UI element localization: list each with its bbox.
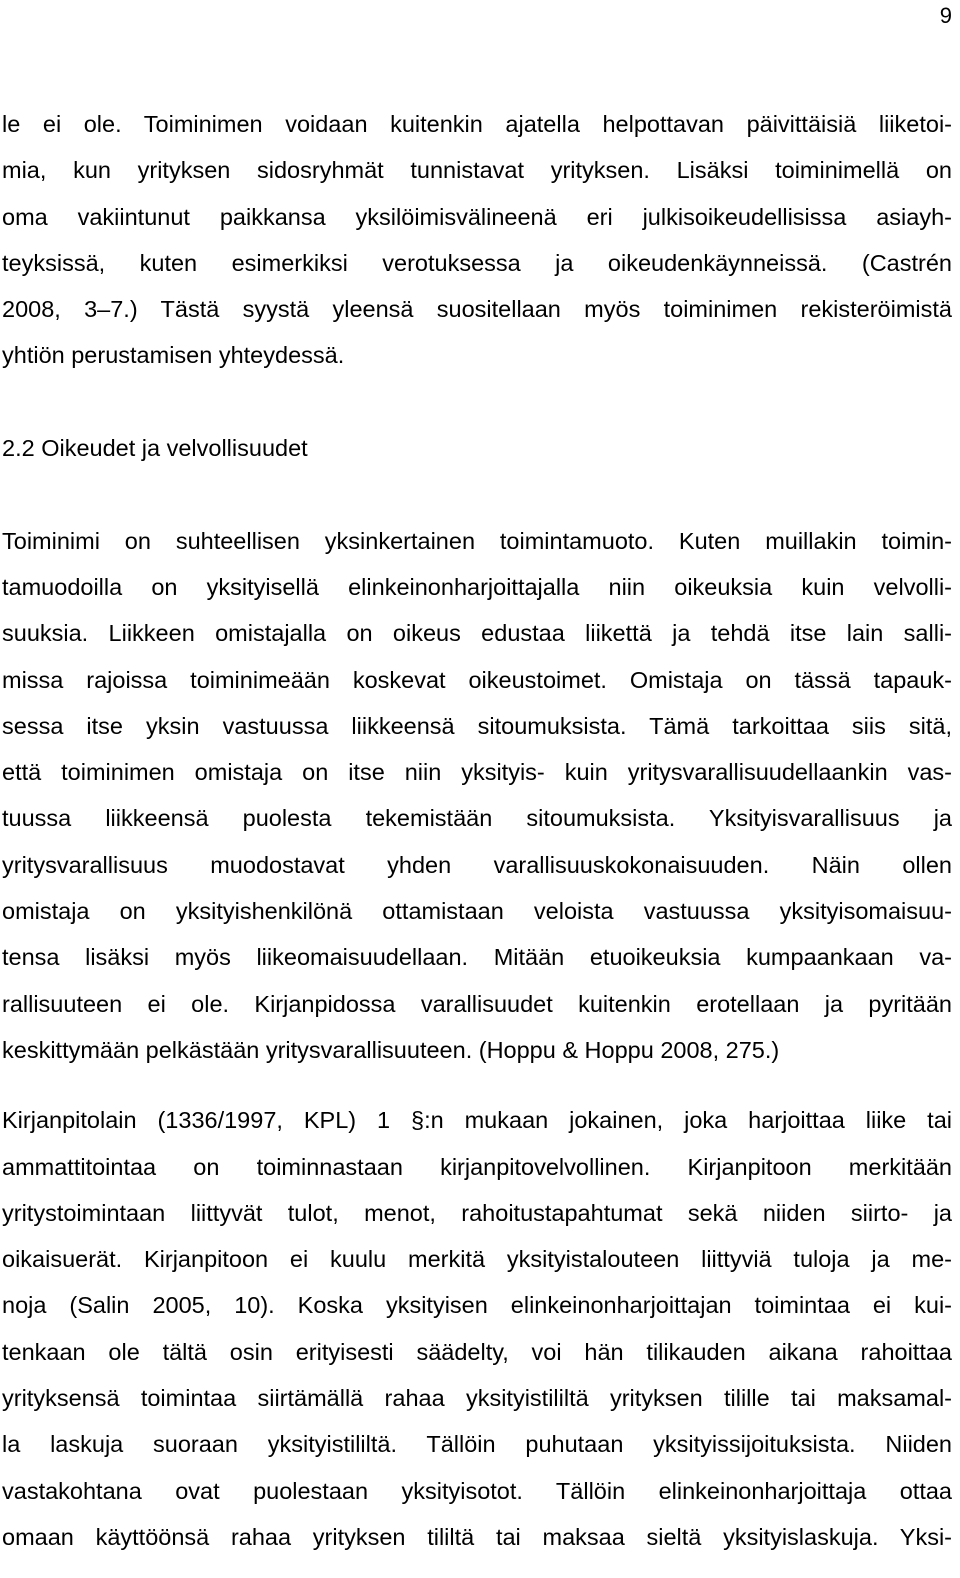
text-line: omistaja on yksityishenkilönä ottamistaan veloista vastuussa yksityisomaisuu- xyxy=(2,898,952,925)
paragraph-2 xyxy=(2,518,952,1074)
text-line: yhtiön perustamisen yhteydessä. xyxy=(2,342,345,369)
text-line: Toiminimi on suhteellisen yksinkertainen toimintamuoto. Kuten muillakin toimin- xyxy=(2,527,952,554)
text-line: yrityksensä toimintaa siirtämällä rahaa yksityistililtä yrityksen tilille tai maksamal- xyxy=(2,1385,952,1412)
text-line: suuksia. Liikkeen omistajalla on oikeus edustaa liikettä ja tehdä itse lain salli- xyxy=(2,620,952,647)
text-line: oikaisuerät. Kirjanpitoon ei kuulu merkitä yksityistalouteen liittyviä tuloja ja me- xyxy=(2,1246,952,1273)
text-line: omaan käyttöönsä rahaa yrityksen tililtä tai maksaa sieltä yksityislaskuja. Yksi- xyxy=(2,1523,952,1550)
text-line: le ei ole. Toiminimen voidaan kuitenkin ajatella helpottavan päivittäisiä liiketoi- xyxy=(2,111,952,137)
text-line: oma vakiintunut paikkansa yksilöimisvälineenä eri julkisoikeudellisissa asiayh- xyxy=(2,203,952,230)
document-body xyxy=(2,101,952,1560)
text-line: tenkaan ole tältä osin erityisesti säädelty, voi hän tilikauden aikana rahoittaa xyxy=(2,1338,952,1365)
text-line: tuussa liikkeensä puolesta tekemistään sitoumuksista. Yksityisvarallisuus ja xyxy=(2,805,952,832)
text-line: la laskuja suoraan yksityistililtä. Tällöin puhutaan yksityissijoituksista. Niiden xyxy=(2,1431,952,1458)
spacer xyxy=(2,379,952,425)
spacer xyxy=(2,1073,952,1097)
spacer xyxy=(2,471,952,517)
text-line: tamuodoilla on yksityisellä elinkeinonharjoittajalla niin oikeuksia kuin velvolli- xyxy=(2,573,952,600)
text-line: että toiminimen omistaja on itse niin yksityis- kuin yritysvarallisuudellaankin vas- xyxy=(2,759,952,786)
text-line: yritysvarallisuus muodostavat yhden varallisuuskokonaisuuden. Näin ollen xyxy=(2,851,952,878)
text-line: rallisuuteen ei ole. Kirjanpidossa varallisuudet kuitenkin erotellaan ja pyritään xyxy=(2,990,952,1017)
page-number: 9 xyxy=(939,3,952,28)
text-line: teyksissä, kuten esimerkiksi verotuksessa ja oikeudenkäynneissä. (Castrén xyxy=(2,249,952,276)
text-line: vastakohtana ovat puolestaan yksityisotot. Tällöin elinkeinonharjoittaja ottaa xyxy=(2,1477,952,1504)
text-line: keskittymään pelkästään yritysvarallisuuteen. (Hoppu & Hoppu 2008, 275.) xyxy=(2,1036,780,1063)
text-line: 2008, 3–7.) Tästä syystä yleensä suositellaan myös toiminimen rekisteröimistä xyxy=(2,296,952,323)
paragraph-3 xyxy=(2,1097,952,1560)
text-line: sessa itse yksin vastuussa liikkeensä sitoumuksista. Tämä tarkoittaa siis sitä, xyxy=(2,712,952,739)
text-line: ammattitointaa on toiminnastaan kirjanpitovelvollinen. Kirjanpitoon merkitään xyxy=(2,1153,952,1180)
text-line: Kirjanpitolain (1336/1997, KPL) 1 §:n mukaan jokainen, joka harjoittaa liike tai xyxy=(2,1107,952,1134)
text-line: tensa lisäksi myös liikeomaisuudellaan. Mitään etuoikeuksia kumpaankaan va- xyxy=(2,944,952,971)
text-line: missa rajoissa toiminimeään koskevat oikeustoimet. Omistaja on tässä tapauk- xyxy=(2,666,952,693)
section-heading xyxy=(2,425,952,471)
text-line: mia, kun yrityksen sidosryhmät tunnistavat yrityksen. Lisäksi toiminimellä on xyxy=(2,157,952,184)
text-line: noja (Salin 2005, 10). Koska yksityisen elinkeinonharjoittajan toimintaa ei kui- xyxy=(2,1292,952,1319)
paragraph-1 xyxy=(2,101,952,379)
text-line: yritystoimintaan liittyvät tulot, menot, rahoitustapahtumat sekä niiden siirto- ja xyxy=(2,1199,952,1226)
heading-text: 2.2 Oikeudet ja velvollisuudet xyxy=(2,435,308,462)
